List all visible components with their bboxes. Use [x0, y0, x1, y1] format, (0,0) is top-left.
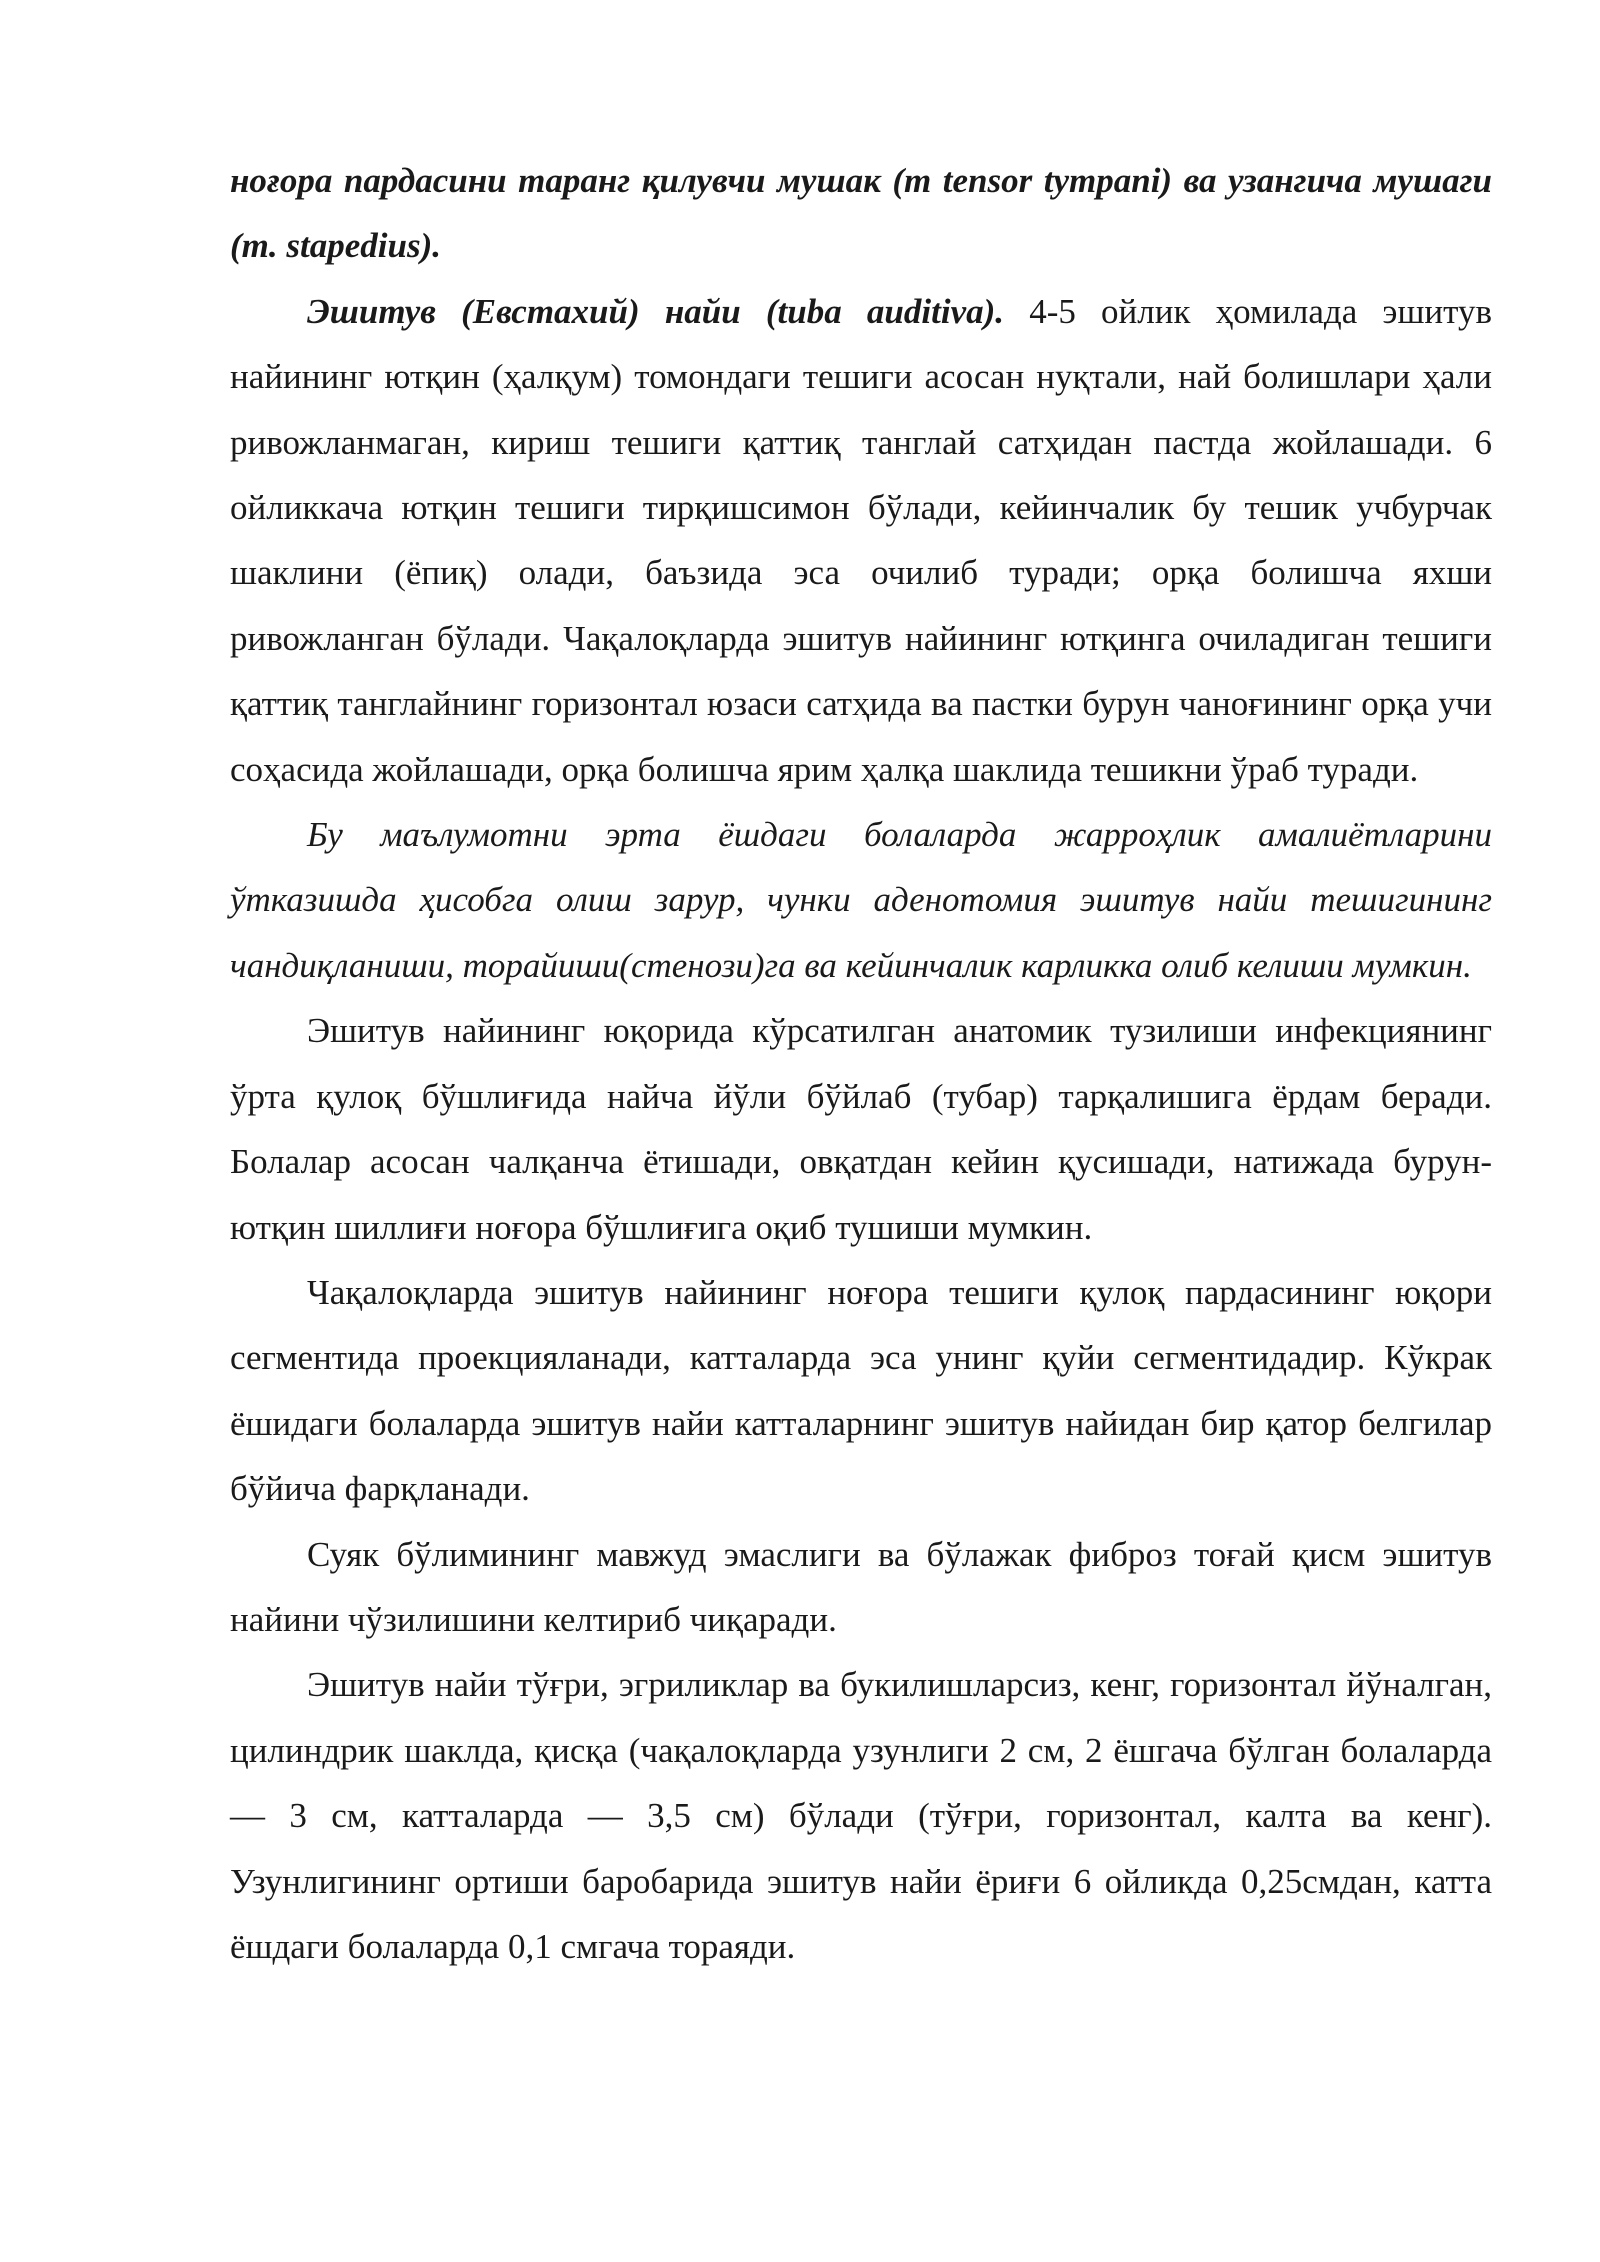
tympanic-opening-text: Чақалоқларда эшитув найининг ноғора тешиги қулоқ пардасининг юқори сегментида проекцияланади, катталарда эса унинг қуйи сегментидадир. Кўкрак ёшидаги болаларда эшитув найи катталарнинг эшитув найидан бир қатор белгилар бўйича фарқланади.	[230, 1272, 1492, 1509]
eustachian-tube-heading: Эшитув (Евстахий) найи (tuba auditiva).	[307, 291, 1005, 331]
infection-spread-text: Эшитув найининг юқорида кўрсатилган анатомик тузилиши инфекциянинг ўрта қулоқ бўшлиғида найча йўли бўйлаб (тубар) тарқалишига ёрдам беради. Болалар асосан чалқанча ётишади, овқатдан кейин қусишади, натижада бурун-ютқин шиллиғи ноғора бўшлиғига оқиб тушиши мумкин.	[230, 1011, 1492, 1247]
paragraph-surgery-note	[230, 802, 1492, 998]
muscles-bold-italic-text: ноғора пардасини таранг қилувчи мушак (m tensor tympani) ва узангича мушаги (m. stapedius).	[230, 161, 1492, 266]
surgery-note-italic-text: Бу маълумотни эрта ёшдаги болаларда жарроҳлик амалиётларини ўтказишда ҳисобга олиш зарур, чунки аденотомия эшитув найи тешигининг чандиқланиши, торайиши(стенози)га ва кейинчалик карликка олиб келиши мумкин.	[230, 815, 1492, 985]
eustachian-tube-text: 4-5 ойлик ҳомилада эшитув найининг ютқин (ҳалқум) томондаги тешиги асосан нуқтали, най болишлари ҳали ривожланмаган, кириш тешиги қаттиқ танглай сатҳидан пастда жойлашади. 6 ойликкача ютқин тешиги тирқишсимон бўлади, кейинчалик бу тешик учбурчак шаклини (ёпиқ) олади, баъзида эса очилиб туради; орқа болишча яхши ривожланган бўлади. Чақалоқларда эшитув найининг ютқинга очиладиган тешиги қаттиқ танглайнинг горизонтал юзаси сатҳида ва пастки бурун чаноғининг орқа учи соҳасида жойлашади, орқа болишча ярим ҳалқа шаклида тешикни ўраб туради.	[230, 291, 1492, 789]
paragraph-muscles	[230, 148, 1492, 279]
bone-section-text: Суяк бўлимининг мавжуд эмаслиги ва бўлажак фиброз тоғай қисм эшитув найини чўзилишини келтириб чиқаради.	[230, 1534, 1492, 1639]
paragraph-infection-spread	[230, 998, 1492, 1260]
paragraph-bone-section	[230, 1522, 1492, 1653]
document-page	[230, 148, 1492, 1979]
paragraph-eustachian-tube	[230, 279, 1492, 802]
paragraph-tympanic-opening	[230, 1260, 1492, 1522]
paragraph-tube-shape	[230, 1652, 1492, 1979]
tube-shape-text: Эшитув найи тўғри, эгриликлар ва букилишларсиз, кенг, горизонтал йўналган, цилиндрик шаклда, қисқа (чақалоқларда узунлиги 2 см, 2 ёшгача бўлган болаларда— 3 см, катталарда — 3,5 см) бўлади (тўғри, горизонтал, калта ва кенг). Узунлигининг ортиши баробарида эшитув найи ёриғи 6 ойликда 0,25смдан, катта ёшдаги болаларда 0,1 смгача тораяди.	[230, 1665, 1492, 1966]
